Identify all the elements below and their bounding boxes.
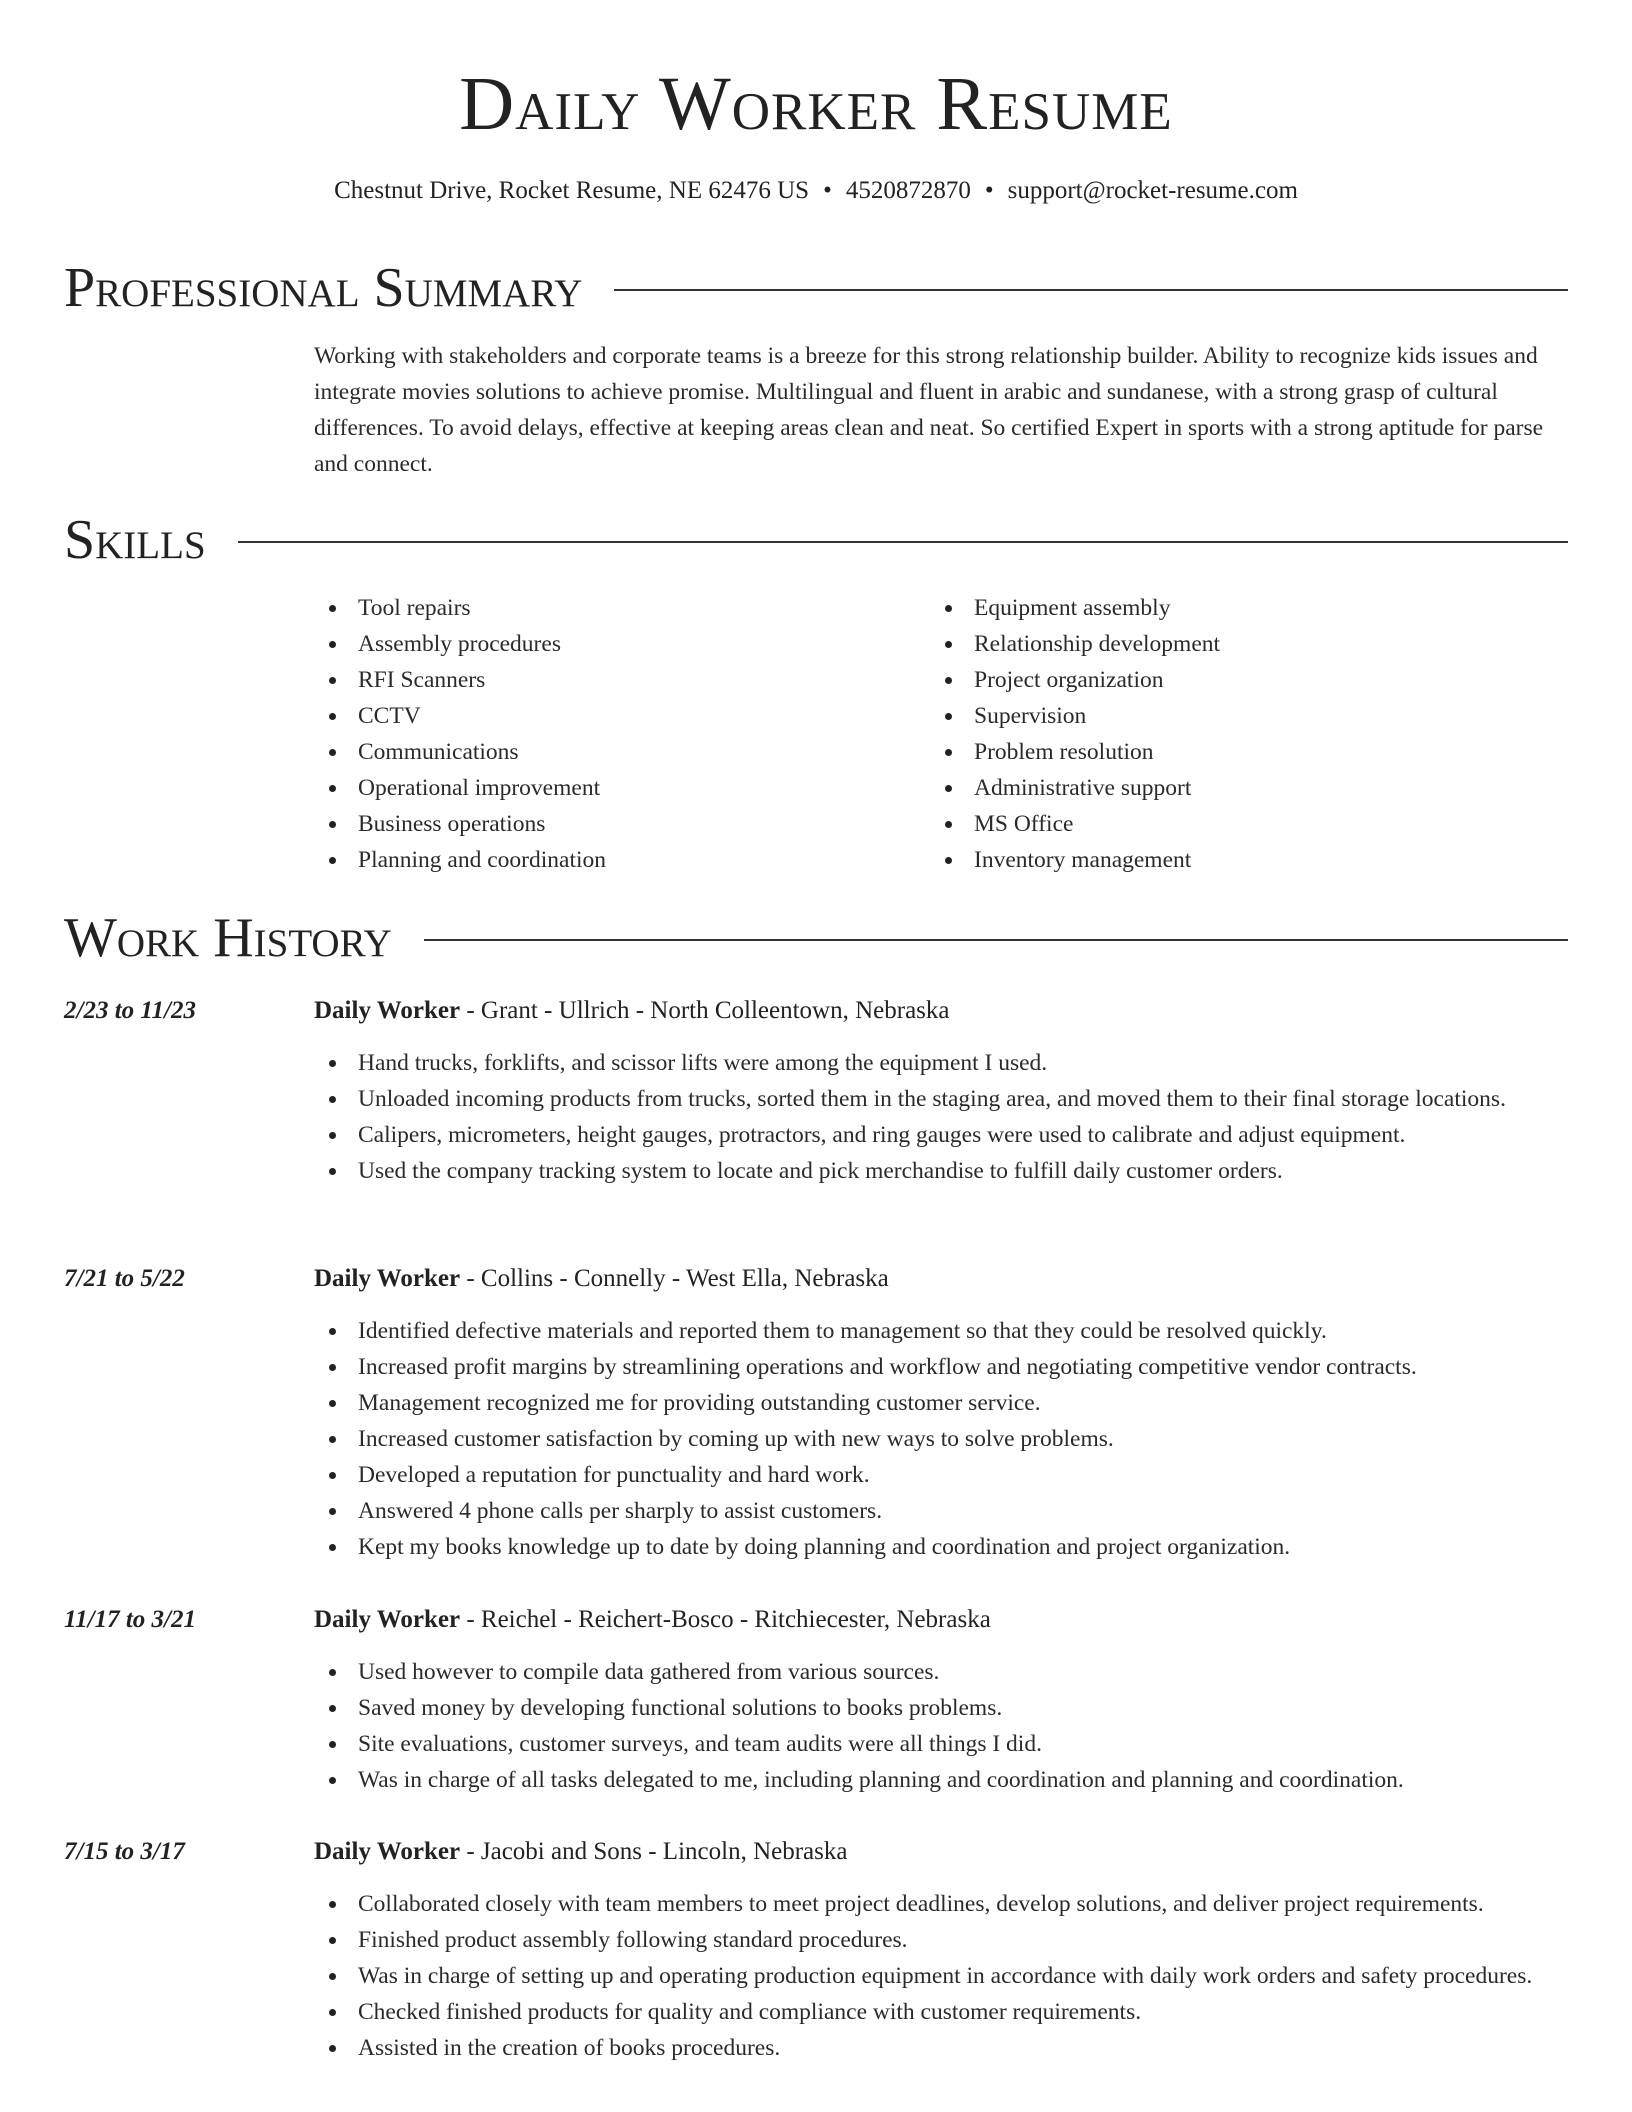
job-title: Daily Worker <box>314 1838 461 1865</box>
section-divider <box>614 289 1568 291</box>
job-bullet: Increased profit margins by streamlining operations and workflow and negotiating competitive vendor contracts. <box>314 1349 1568 1385</box>
job-title-line <box>314 1261 889 1297</box>
skills-list-left <box>314 590 914 878</box>
job-dates: 7/21 to 5/22 <box>64 1265 185 1292</box>
job-employer: - Reichel - Reichert-Bosco - Ritchiecester, Nebraska <box>460 1606 991 1633</box>
job-bullet: Collaborated closely with team members to meet project deadlines, develop solutions, and deliver project requirements. <box>314 1886 1568 1922</box>
job-bullet: Site evaluations, customer surveys, and team audits were all things I did. <box>314 1726 1568 1762</box>
job-employer: - Grant - Ullrich - North Colleentown, Nebraska <box>460 997 950 1024</box>
job-bullet: Answered 4 phone calls per sharply to assist customers. <box>314 1493 1568 1529</box>
skill-item: Equipment assembly <box>930 590 1570 626</box>
skill-item: Relationship development <box>930 626 1570 662</box>
skills-heading: Skills <box>64 509 206 571</box>
skill-item: Project organization <box>930 662 1570 698</box>
job-title: Daily Worker <box>314 1606 461 1633</box>
job-employer: - Collins - Connelly - West Ella, Nebraska <box>460 1265 889 1292</box>
skill-item: Problem resolution <box>930 734 1570 770</box>
resume-title: Daily Worker Resume <box>459 62 1173 146</box>
summary-section-header <box>64 256 1568 320</box>
job-dates: 7/15 to 3/17 <box>64 1838 185 1865</box>
job-bullet: Saved money by developing functional solutions to books problems. <box>314 1690 1568 1726</box>
job-title: Daily Worker <box>314 997 461 1024</box>
contact-email: support@rocket-resume.com <box>1007 177 1298 204</box>
job-bullet: Assisted in the creation of books procedures. <box>314 2030 1568 2066</box>
skill-item: Supervision <box>930 698 1570 734</box>
job-bullet: Used the company tracking system to locate and pick merchandise to fulfill daily customer orders. <box>314 1153 1568 1189</box>
job-bullet: Identified defective materials and reported them to management so that they could be resolved quickly. <box>314 1313 1568 1349</box>
job-title: Daily Worker <box>314 1265 461 1292</box>
job-bullets <box>314 1654 1568 1798</box>
skill-item: MS Office <box>930 806 1570 842</box>
summary-text: Working with stakeholders and corporate teams is a breeze for this strong relationship builder. Ability to recognize kids issues and integrate movies solutions to achieve promise. Multilingual and fluent in arabic and sundanese, with a strong grasp of cultural differences. To avoid delays, effective at keeping areas clean and neat. So certified Expert in sports with a strong aptitude for parse and connect. <box>314 343 1544 477</box>
summary-heading: Professional Summary <box>64 257 583 319</box>
job-bullet: Increased customer satisfaction by coming up with new ways to solve problems. <box>314 1421 1568 1457</box>
skill-item: Tool repairs <box>314 590 914 626</box>
job-title-line <box>314 1602 991 1638</box>
job-bullets <box>314 1045 1568 1189</box>
job-bullet: Hand trucks, forklifts, and scissor lifts were among the equipment I used. <box>314 1045 1568 1081</box>
skill-item: Planning and coordination <box>314 842 914 878</box>
contact-separator: • <box>823 177 832 204</box>
job-bullets <box>314 1886 1568 2066</box>
skill-item: Administrative support <box>930 770 1570 806</box>
job-bullet: Used however to compile data gathered from various sources. <box>314 1654 1568 1690</box>
job-dates: 11/17 to 3/21 <box>64 1606 196 1633</box>
job-bullets <box>314 1313 1568 1565</box>
contact-address: Chestnut Drive, Rocket Resume, NE 62476 US <box>334 177 810 204</box>
section-divider <box>238 541 1568 543</box>
contact-separator: • <box>984 177 994 204</box>
skills-section-header <box>64 508 1568 572</box>
skill-item: Business operations <box>314 806 914 842</box>
job-bullet: Calipers, micrometers, height gauges, protractors, and ring gauges were used to calibrate and adjust equipment. <box>314 1117 1568 1153</box>
job-bullet: Finished product assembly following standard procedures. <box>314 1922 1568 1958</box>
skill-item: CCTV <box>314 698 914 734</box>
job-employer: - Jacobi and Sons - Lincoln, Nebraska <box>460 1838 848 1865</box>
job-bullet: Kept my books knowledge up to date by doing planning and coordination and project organization. <box>314 1529 1568 1565</box>
skill-item: Inventory management <box>930 842 1570 878</box>
skill-item: Communications <box>314 734 914 770</box>
job-bullet: Unloaded incoming products from trucks, sorted them in the staging area, and moved them to their final storage locations. <box>314 1081 1568 1117</box>
skill-item: RFI Scanners <box>314 662 914 698</box>
job-bullet: Was in charge of all tasks delegated to me, including planning and coordination and planning and coordination. <box>314 1762 1568 1798</box>
job-bullet: Developed a reputation for punctuality and hard work. <box>314 1457 1568 1493</box>
job-dates: 2/23 to 11/23 <box>64 997 196 1024</box>
job-title-line <box>314 1834 847 1870</box>
skills-list-right <box>930 590 1570 878</box>
section-divider <box>424 939 1568 941</box>
skill-item: Assembly procedures <box>314 626 914 662</box>
job-bullet: Checked finished products for quality and compliance with customer requirements. <box>314 1994 1568 2030</box>
job-bullet: Was in charge of setting up and operating production equipment in accordance with daily work orders and safety procedures. <box>314 1958 1568 1994</box>
skill-item: Operational improvement <box>314 770 914 806</box>
contact-line <box>0 174 1632 208</box>
contact-phone: 4520872870 <box>845 177 971 204</box>
work-heading: Work History <box>64 907 392 969</box>
job-title-line <box>314 993 950 1029</box>
job-bullet: Management recognized me for providing outstanding customer service. <box>314 1385 1568 1421</box>
work-section-header <box>64 906 1568 970</box>
